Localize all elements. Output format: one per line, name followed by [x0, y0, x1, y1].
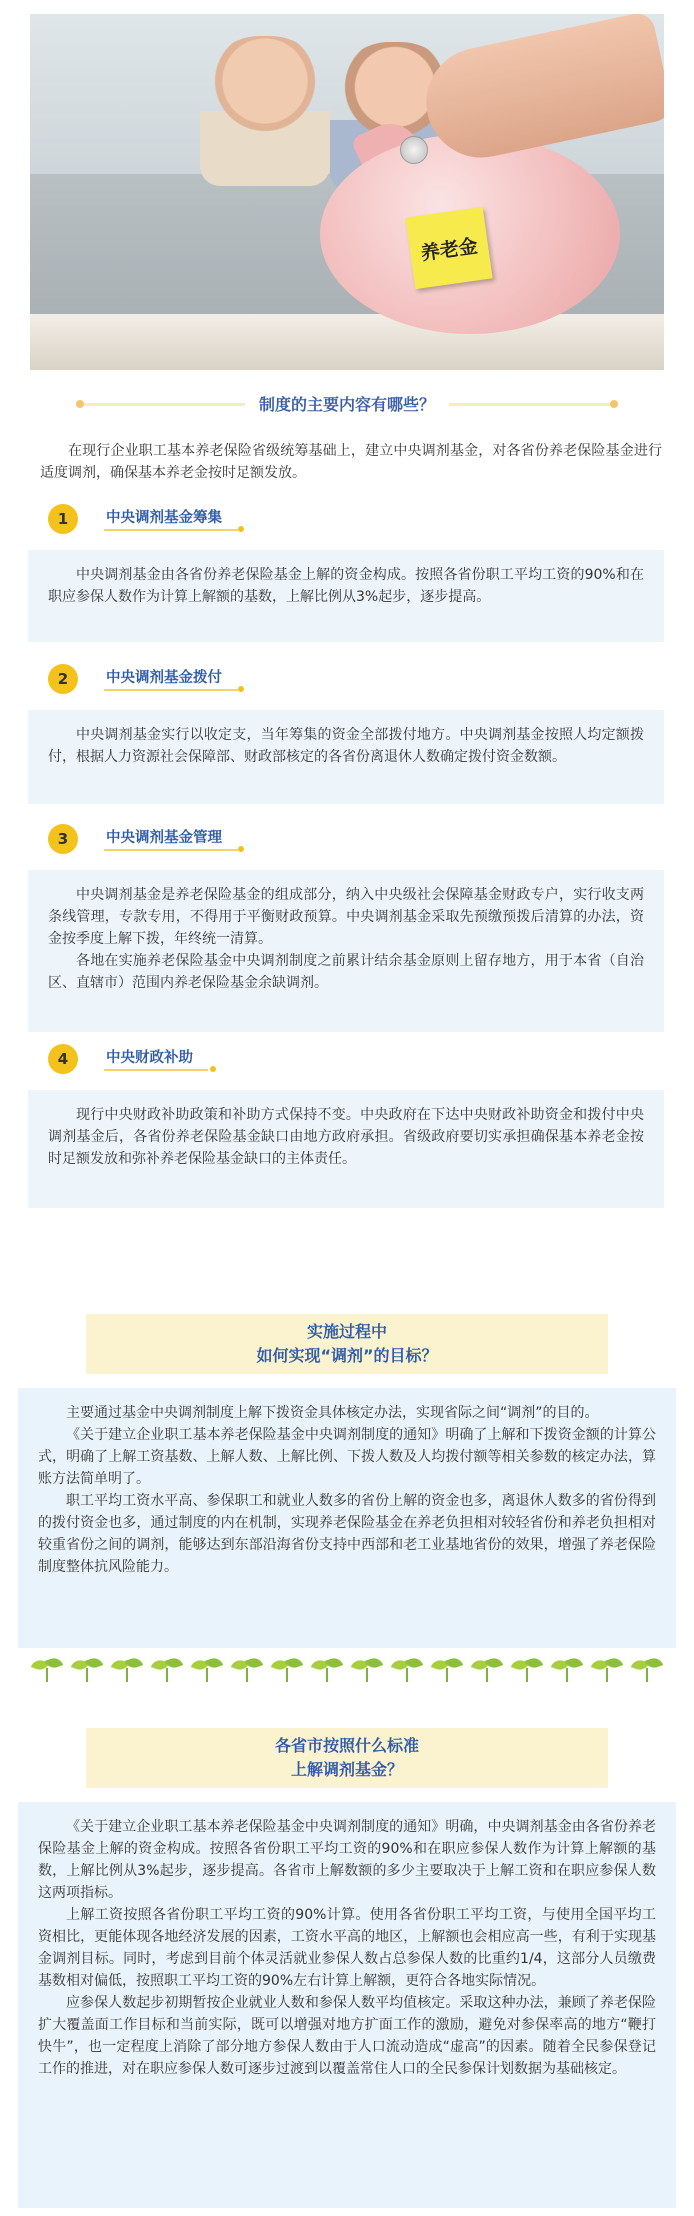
hero-image: [30, 14, 664, 370]
item-3-text-1: 中央调剂基金是养老保险基金的组成部分，纳入中央级社会保障基金财政专户，实行收支两条线管理，专款专用，不得用于平衡财政预算。中央调剂基金采取先预缴预拨后清算的办法，资金按季度上解下拨，年终统一清算。: [48, 887, 644, 947]
item-3-text-2: 各地在实施养老保险基金中央调剂制度之前累计结余基金原则上留存地方，用于本省（自治区、直辖市）范围内养老保险基金余缺调剂。: [48, 953, 644, 991]
item-3-underline: [104, 849, 238, 851]
section2-box: [18, 1388, 676, 1648]
sticky-note: 养老金: [405, 207, 492, 289]
section1-title-bar: [76, 392, 618, 418]
item-4-text: 现行中央财政补助政策和补助方式保持不变。中央政府在下达中央财政补助资金和拨付中央调剂基金后，各省份养老保险基金缺口由地方政府承担。省级政府要切实承担确保基本养老金按时足额发放和弥补养老保险基金缺口的主体责任。: [48, 1107, 644, 1167]
section1-title: 制度的主要内容有哪些？: [245, 392, 449, 418]
item-2-title: 中央调剂基金拨付: [106, 670, 222, 686]
sprout-divider: [30, 1654, 664, 1684]
item-3-dot: [238, 846, 244, 852]
section3-banner: [86, 1728, 608, 1788]
sprout-icon: [70, 1654, 104, 1684]
sprout-icon: [310, 1654, 344, 1684]
item-2-dot: [238, 686, 244, 692]
item-3-header: [48, 822, 268, 856]
sprout-icon: [350, 1654, 384, 1684]
item-2-underline: [104, 689, 238, 691]
section3-box: [18, 1802, 676, 2208]
item-2-text: 中央调剂基金实行以收定支，当年筹集的资金全部拨付地方。中央调剂基金按照人均定额拨付，根据人力资源社会保障部、财政部核定的各省份离退休人数确定拨付资金数额。: [48, 727, 644, 765]
sprout-icon: [230, 1654, 264, 1684]
item-1-title: 中央调剂基金筹集: [106, 510, 222, 526]
item-1-dot: [238, 526, 244, 532]
item-4-underline: [104, 1069, 208, 1071]
sprout-icon: [430, 1654, 464, 1684]
item-4-number: 4: [48, 1044, 78, 1074]
sprout-icon: [510, 1654, 544, 1684]
sprout-icon: [30, 1654, 64, 1684]
section3-para-1: 《关于建立企业职工基本养老保险基金中央调剂制度的通知》明确，中央调剂基金由各省份养老保险基金上解的资金构成。按照各省份职工平均工资的90%和在职应参保人数作为计算上解额的基数，上解比例从3%起步，逐步提高。各省市上解数额的多少主要取决于上解工资和在职应参保人数这两项指标。: [38, 1819, 656, 1901]
hero-elderly-man: [200, 36, 330, 186]
section3-title-line1: 各省市按照什么标准: [274, 1736, 419, 1755]
item-1-number: 1: [48, 504, 78, 534]
item-4-title: 中央财政补助: [106, 1050, 193, 1066]
item-4-dot: [210, 1066, 216, 1072]
section2-para-3: 职工平均工资水平高、参保职工和就业人数多的省份上解的资金也多，离退休人数多的省份得到的拨付资金也多，通过制度的内在机制，实现养老保险基金在养老负担相对较轻省份和养老负担相对较重省份之间的调剂，能够达到东部沿海省份支持中西部和老工业基地省份的效果，增强了养老保险制度整体抗风险能力。: [38, 1493, 656, 1575]
item-4-box: [28, 1090, 664, 1208]
item-4-header: [48, 1042, 268, 1076]
section2-banner: [86, 1314, 608, 1374]
section2-title-line1: 实施过程中: [306, 1322, 387, 1341]
sprout-icon: [470, 1654, 504, 1684]
hero-table: [30, 314, 664, 370]
sprout-icon: [550, 1654, 584, 1684]
sprout-icon: [390, 1654, 424, 1684]
item-3-box: [28, 870, 664, 1032]
item-2-number: 2: [48, 664, 78, 694]
item-1-underline: [104, 529, 238, 531]
sprout-icon: [270, 1654, 304, 1684]
item-1-box: [28, 550, 664, 642]
section2-title-line2: 如何实现“调剂”的目标？: [256, 1346, 438, 1365]
section3-para-2: 上解工资按照各省份职工平均工资的90%计算。使用各省份职工平均工资，与使用全国平均工资相比，更能体现各地经济发展的因素，工资水平高的地区，上解额也会相应高一些，有利于实现基金调剂目标。同时，考虑到目前个体灵活就业参保人数占总参保人数的比重约1/4，这部分人员缴费基数相对偏低，按照职工平均工资的90%左右计算上解额，更符合各地实际情况。: [38, 1907, 656, 1989]
item-2-box: [28, 710, 664, 804]
sprout-icon: [110, 1654, 144, 1684]
section3-para-3: 应参保人数起步初期暂按企业就业人数和参保人数平均值核定。采取这种办法，兼顾了养老保险扩大覆盖面工作目标和当前实际，既可以增强对地方扩面工作的激励，避免对参保率高的地方“鞭打快牛”，也一定程度上消除了部分地方参保人数由于人口流动造成“虚高”的因素。随着全民参保登记工作的推进，对在职应参保人数可逐步过渡到以覆盖常住人口的全民参保计划数据为基础核定。: [38, 1995, 656, 2077]
coin-icon: [400, 136, 428, 164]
sprout-icon: [630, 1654, 664, 1684]
sprout-icon: [590, 1654, 624, 1684]
section1-intro: 在现行企业职工基本养老保险省级统筹基础上，建立中央调剂基金，对各省份养老保险基金进行适度调剂，确保基本养老金按时足额发放。: [40, 443, 662, 481]
title-dot-right: [610, 400, 618, 408]
section2-para-1: 主要通过基金中央调剂制度上解下拨资金具体核定办法，实现省际之间“调剂”的目的。: [66, 1405, 599, 1421]
item-3-number: 3: [48, 824, 78, 854]
item-3-title: 中央调剂基金管理: [106, 830, 222, 846]
sprout-icon: [190, 1654, 224, 1684]
sprout-icon: [150, 1654, 184, 1684]
item-2-header: [48, 662, 268, 696]
title-dot-left: [76, 400, 84, 408]
section2-para-2: 《关于建立企业职工基本养老保险基金中央调剂制度的通知》明确了上解和下拨资金额的计算公式，明确了上解工资基数、上解人数、上解比例、下拨人数及人均拨付额等相关参数的核定办法，算账方法简单明了。: [38, 1427, 656, 1487]
item-1-header: [48, 502, 268, 536]
hero-hand: [416, 14, 664, 168]
section3-title-line2: 上解调剂基金？: [290, 1760, 403, 1779]
item-1-text: 中央调剂基金由各省份养老保险基金上解的资金构成。按照各省份职工平均工资的90%和在职应参保人数作为计算上解额的基数，上解比例从3%起步，逐步提高。: [48, 567, 644, 605]
